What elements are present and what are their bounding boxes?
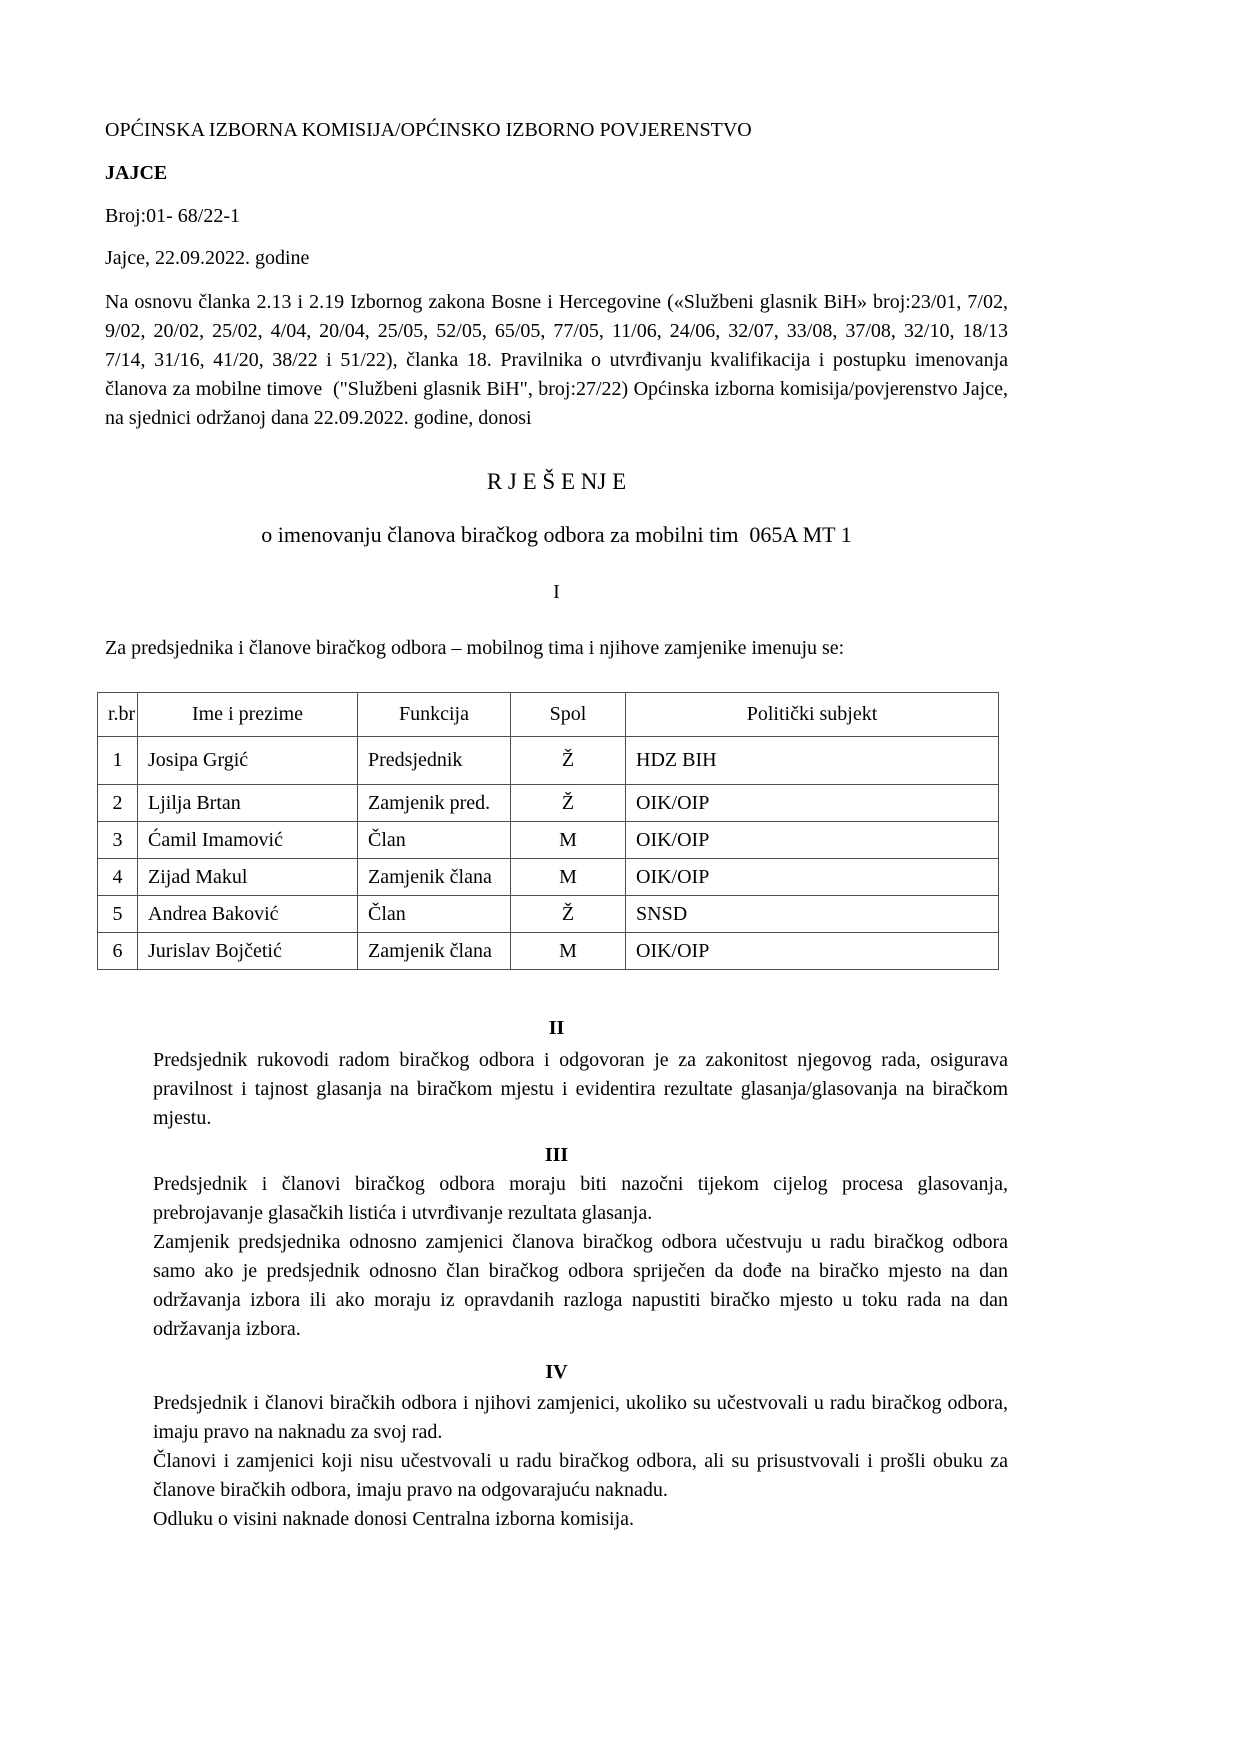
party-cell: SNSD (626, 896, 999, 933)
name-cell: Jurislav Bojčetić (138, 933, 358, 970)
section-numeral-ii: II (548, 1017, 565, 1039)
sex-cell: M (511, 822, 626, 859)
row-number-cell: 1 (98, 737, 138, 785)
section-numeral-iii: III (544, 1144, 569, 1166)
place-date-line: Jajce, 22.09.2022. godine (105, 247, 310, 269)
party-cell: HDZ BIH (626, 737, 999, 785)
table-row (98, 896, 999, 933)
name-cell: Andrea Baković (138, 896, 358, 933)
name-cell: Ćamil Imamović (138, 822, 358, 859)
table-row (98, 737, 999, 785)
appointment-intro: Za predsjednika i članove biračkog odbora – mobilnog tima i njihove zamjenike imenuju se: (105, 637, 845, 659)
function-cell: Član (358, 896, 511, 933)
column-header-function: Funkcija (358, 693, 511, 737)
members-table (97, 692, 999, 970)
section-ii-paragraph: Predsjednik rukovodi radom biračkog odbora i odgovoran je za zakonitost njegovog rada, osigurava pravilnost i tajnost glasanja na biračkom mjestu i evidentira rezultate glasanja/glasovanja na biračkom mjestu. (153, 1049, 1008, 1129)
section-numeral-iv: IV (545, 1361, 568, 1383)
row-number-cell: 6 (98, 933, 138, 970)
table-row (98, 933, 999, 970)
sex-cell: Ž (511, 896, 626, 933)
function-cell: Zamjenik člana (358, 933, 511, 970)
function-cell: Zamjenik člana (358, 859, 511, 896)
party-cell: OIK/OIP (626, 785, 999, 822)
function-cell: Zamjenik pred. (358, 785, 511, 822)
name-cell: Ljilja Brtan (138, 785, 358, 822)
function-cell: Član (358, 822, 511, 859)
name-cell: Josipa Grgić (138, 737, 358, 785)
decision-title: R J E Š E NJ E (486, 469, 627, 494)
org-name-line: OPĆINSKA IZBORNA KOMISIJA/OPĆINSKO IZBORNO POVJERENSTVO (105, 119, 752, 141)
table-header-row (98, 693, 999, 737)
decision-subtitle: o imenovanju članova biračkog odbora za mobilni tim 065A MT 1 (261, 522, 852, 547)
party-cell: OIK/OIP (626, 859, 999, 896)
section-numeral-i: I (553, 581, 560, 603)
section-iv-paragraph: Odluku o visini naknade donosi Centralna izborna komisija. (153, 1508, 635, 1530)
sex-cell: Ž (511, 737, 626, 785)
column-header-rbr: r.br (98, 693, 138, 737)
section-iv (105, 1358, 1008, 1534)
table-row (98, 785, 999, 822)
municipality-name: JAJCE (105, 162, 168, 184)
sex-cell: M (511, 933, 626, 970)
table-row (98, 859, 999, 896)
section-ii (105, 1014, 1008, 1133)
row-number-cell: 2 (98, 785, 138, 822)
table-row (98, 822, 999, 859)
section-iii-paragraph: Predsjednik i članovi biračkog odbora moraju biti nazočni tijekom cijelog procesa glasovanja, prebrojavanje glasačkih listića i utvrđivanje rezultata glasanja. (153, 1173, 1008, 1224)
document-number: Broj:01- 68/22-1 (105, 205, 240, 227)
section-iv-paragraph: Predsjednik i članovi biračkih odbora i njihovi zamjenici, ukoliko su učestvovali u radu biračkog odbora, imaju pravo na naknadu za svoj rad. (153, 1392, 1008, 1443)
sex-cell: Ž (511, 785, 626, 822)
party-cell: OIK/OIP (626, 822, 999, 859)
row-number-cell: 4 (98, 859, 138, 896)
party-cell: OIK/OIP (626, 933, 999, 970)
preamble-paragraph: Na osnovu članka 2.13 i 2.19 Izbornog zakona Bosne i Hercegovine («Službeni glasnik BiH» broj:23/01, 7/02, 9/02, 20/02, 25/02, 4/04, 20/04, 25/05, 52/05, 65/05, 77/05, 11/06, 24/06, 32/07, 33/08, 37/08, 32/10, 18/13 7/14, 31/16, 41/20, 38/22 i 51/22), članka 18. Pravilnika o utvrđivanju kvalifikacija i postupku imenovanja članova za mobilne timove ("Službeni glasnik BiH", broj:27/22) Općinska izborna komisija/povjerenstvo Jajce, na sjednici održanoj dana 22.09.2022. godine, donosi (105, 291, 1013, 429)
section-iii-paragraph: Zamjenik predsjednika odnosno zamjenici članova biračkog odbora učestvuju u radu biračkog odbora samo ako je predsjednik odnosno član biračkog odbora spriječen da dođe na biračko mjesto na dan održavanja izbora ili ako moraju iz opravdanih razloga napustiti biračko mjesto u toku rada na dan održavanja izbora. (153, 1231, 1008, 1340)
column-header-sex: Spol (511, 693, 626, 737)
row-number-cell: 5 (98, 896, 138, 933)
row-number-cell: 3 (98, 822, 138, 859)
section-iii (105, 1141, 1008, 1344)
function-cell: Predsjednik (358, 737, 511, 785)
column-header-party: Politički subjekt (626, 693, 999, 737)
sex-cell: M (511, 859, 626, 896)
column-header-name: Ime i prezime (138, 693, 358, 737)
name-cell: Zijad Makul (138, 859, 358, 896)
section-iv-paragraph: Članovi i zamjenici koji nisu učestvovali u radu biračkog odbora, ali su prisustvovali i prošli obuku za članove biračkih odbora, imaju pravo na odgovarajuću naknadu. (153, 1450, 1008, 1501)
